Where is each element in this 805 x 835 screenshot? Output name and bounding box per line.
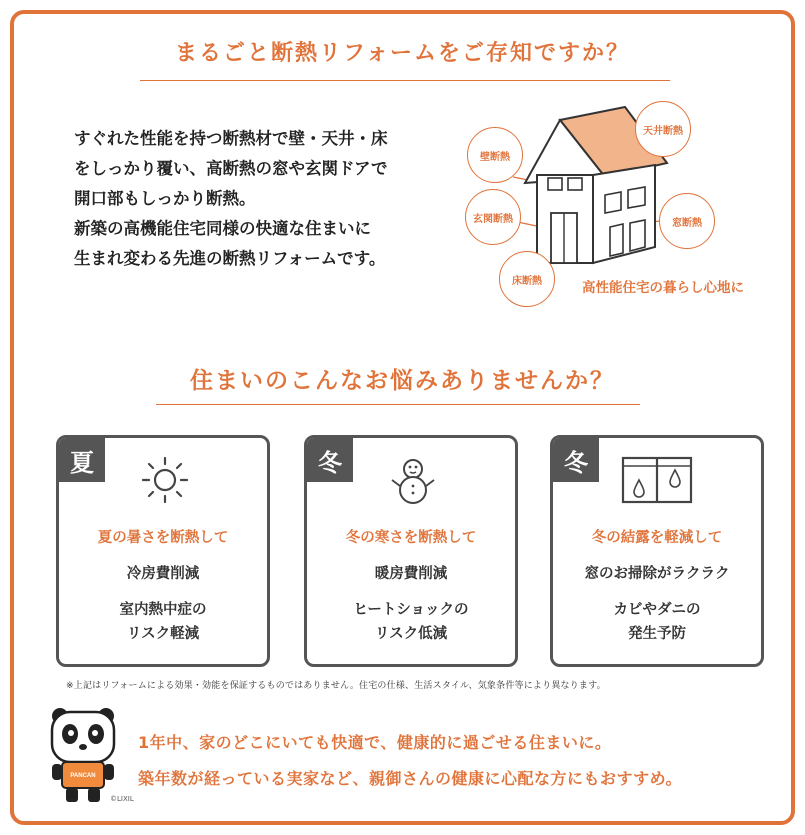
bubble-wall: 壁断熱 [467,127,523,183]
panda-mascot-icon [48,706,118,806]
card-line: リスク軽減 [126,626,200,642]
closing-line-2: 築年数が経っている実家など、親御さんの健康に心配な方にもおすすめ。 [138,769,683,788]
season-badge: 夏 [59,438,105,482]
section-title-insulation: まるごと断熱リフォームをご存知ですか？ [175,41,630,66]
card-line: 暖房費削減 [374,566,448,582]
intro-line: をしっかり覆い、高断熱の窓や玄関ドアで [74,159,388,178]
title-underline [140,80,670,81]
snowman-icon [383,454,443,506]
intro-line: 生まれ変わる先進の断熱リフォームです。 [74,249,386,268]
house-illustration [455,95,785,305]
card-line: 冷房費削減 [126,566,200,582]
section-title-problems: 住まいのこんなお悩みありませんか？ [190,368,615,394]
intro-line: 新築の高機能住宅同様の快適な住まいに [74,219,371,238]
bubble-entrance: 玄関断熱 [465,189,521,245]
card-line: カビやダニの [613,602,701,618]
closing-line-1: 1年中、家のどこにいても快適で、健康的に過ごせる住まいに。 [138,733,612,752]
disclaimer-note: ※上記はリフォームによる効果・効能を保証するものではありません。住宅の仕様、生活スタイル、気象条件等により異なります。 [66,681,606,691]
card-heading: 冬の結露を軽減して [591,530,723,546]
card-winter-condensation [550,435,764,667]
card-heading: 夏の暑さを断熱して [97,530,229,546]
card-line: 発生予防 [628,626,686,642]
bubble-window: 窓断熱 [659,193,715,249]
window-condensation-icon [619,454,695,506]
house-caption: 高性能住宅の暮らし心地に [582,280,744,296]
season-badge: 冬 [553,438,599,482]
title-underline [156,404,640,405]
card-line: 窓のお掃除がラクラク [584,566,730,582]
copyright: ©LIXIL [110,795,134,803]
card-winter-cold [304,435,518,667]
intro-text [74,124,454,274]
bubble-floor: 床断熱 [499,251,555,307]
bubble-ceiling: 天井断熱 [635,101,691,157]
card-heading: 冬の寒さを断熱して [345,530,477,546]
mascot-shirt-text: PANCAN [70,773,96,779]
card-line: ヒートショックの [353,602,469,618]
card-line: 室内熱中症の [119,602,207,618]
intro-line: すぐれた性能を持つ断熱材で壁・天井・床 [74,129,388,148]
card-line: リスク低減 [374,626,448,642]
card-summer [56,435,270,667]
intro-line: 開口部もしっかり断熱。 [74,189,256,208]
sun-icon [135,454,195,506]
season-badge: 冬 [307,438,353,482]
